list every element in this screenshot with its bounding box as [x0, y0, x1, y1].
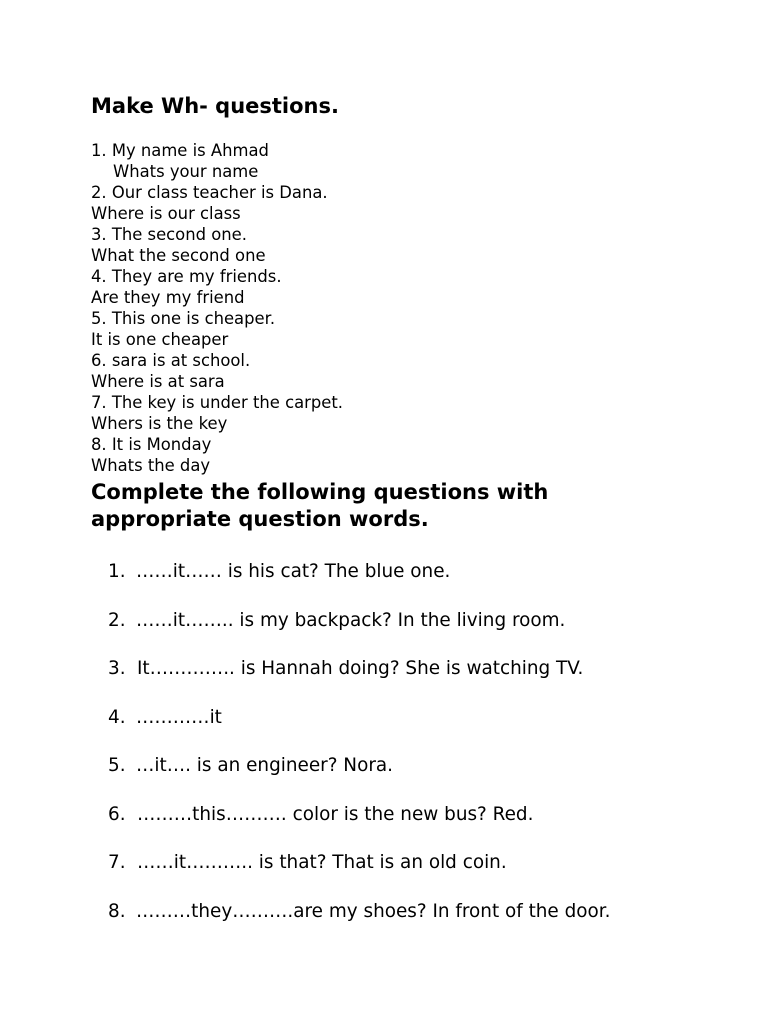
item-text: ………this………. color is the new bus? Red. [137, 803, 534, 825]
question-line: 6. sara is at school. [91, 351, 251, 370]
item-number: 8. [108, 900, 126, 922]
answer-line: Where is our class [91, 204, 241, 223]
item-text: …………it [136, 706, 222, 728]
list-item [108, 559, 611, 608]
question-line: 7. The key is under the carpet. [91, 393, 343, 412]
list-item [108, 802, 611, 851]
answer-line: Whats your name [113, 162, 259, 181]
section-2-title: Complete the following questions with appropriate question words. [91, 480, 549, 531]
question-line: 4. They are my friends. [91, 267, 282, 286]
item-text: It………….. is Hannah doing? She is watching TV. [137, 658, 584, 679]
answer-line: What the second one [91, 246, 266, 265]
item-number: 6. [108, 803, 126, 825]
question-line: 5. This one is cheaper. [91, 309, 276, 328]
question-line: 2. Our class teacher is Dana. [91, 183, 328, 202]
item-text: ………they……….are my shoes? In front of the door. [136, 900, 611, 922]
question-line: 8. It is Monday [91, 435, 212, 454]
list-item [108, 899, 611, 948]
answer-line: Are they my friend [91, 288, 245, 307]
item-number: 4. [108, 706, 126, 728]
list-item [108, 656, 611, 705]
item-text: ……it……….. is that? That is an old coin. [137, 852, 507, 873]
list-item [108, 608, 611, 657]
answer-line: Whats the day [91, 456, 211, 475]
complete-questions-list [108, 559, 611, 947]
list-item [108, 850, 611, 899]
section-1-title: Make Wh- questions. [91, 94, 339, 118]
question-line: 1. My name is Ahmad [91, 141, 269, 160]
item-number: 7. [108, 852, 126, 873]
item-text: ……it…… is his cat? The blue one. [136, 561, 451, 582]
list-item [108, 753, 611, 802]
item-number: 2. [108, 609, 126, 631]
wh-questions-list [91, 140, 343, 476]
answer-line: Whers is the key [91, 414, 228, 433]
item-number: 3. [108, 658, 126, 679]
item-text: …it…. is an engineer? Nora. [136, 755, 393, 776]
item-number: 5. [108, 755, 126, 776]
answer-line: It is one cheaper [91, 330, 229, 349]
item-text: ……it…….. is my backpack? In the living room. [136, 609, 566, 631]
answer-line: Where is at sara [91, 372, 225, 391]
item-number: 1. [108, 561, 126, 582]
question-line: 3. The second one. [91, 225, 247, 244]
list-item [108, 705, 611, 754]
